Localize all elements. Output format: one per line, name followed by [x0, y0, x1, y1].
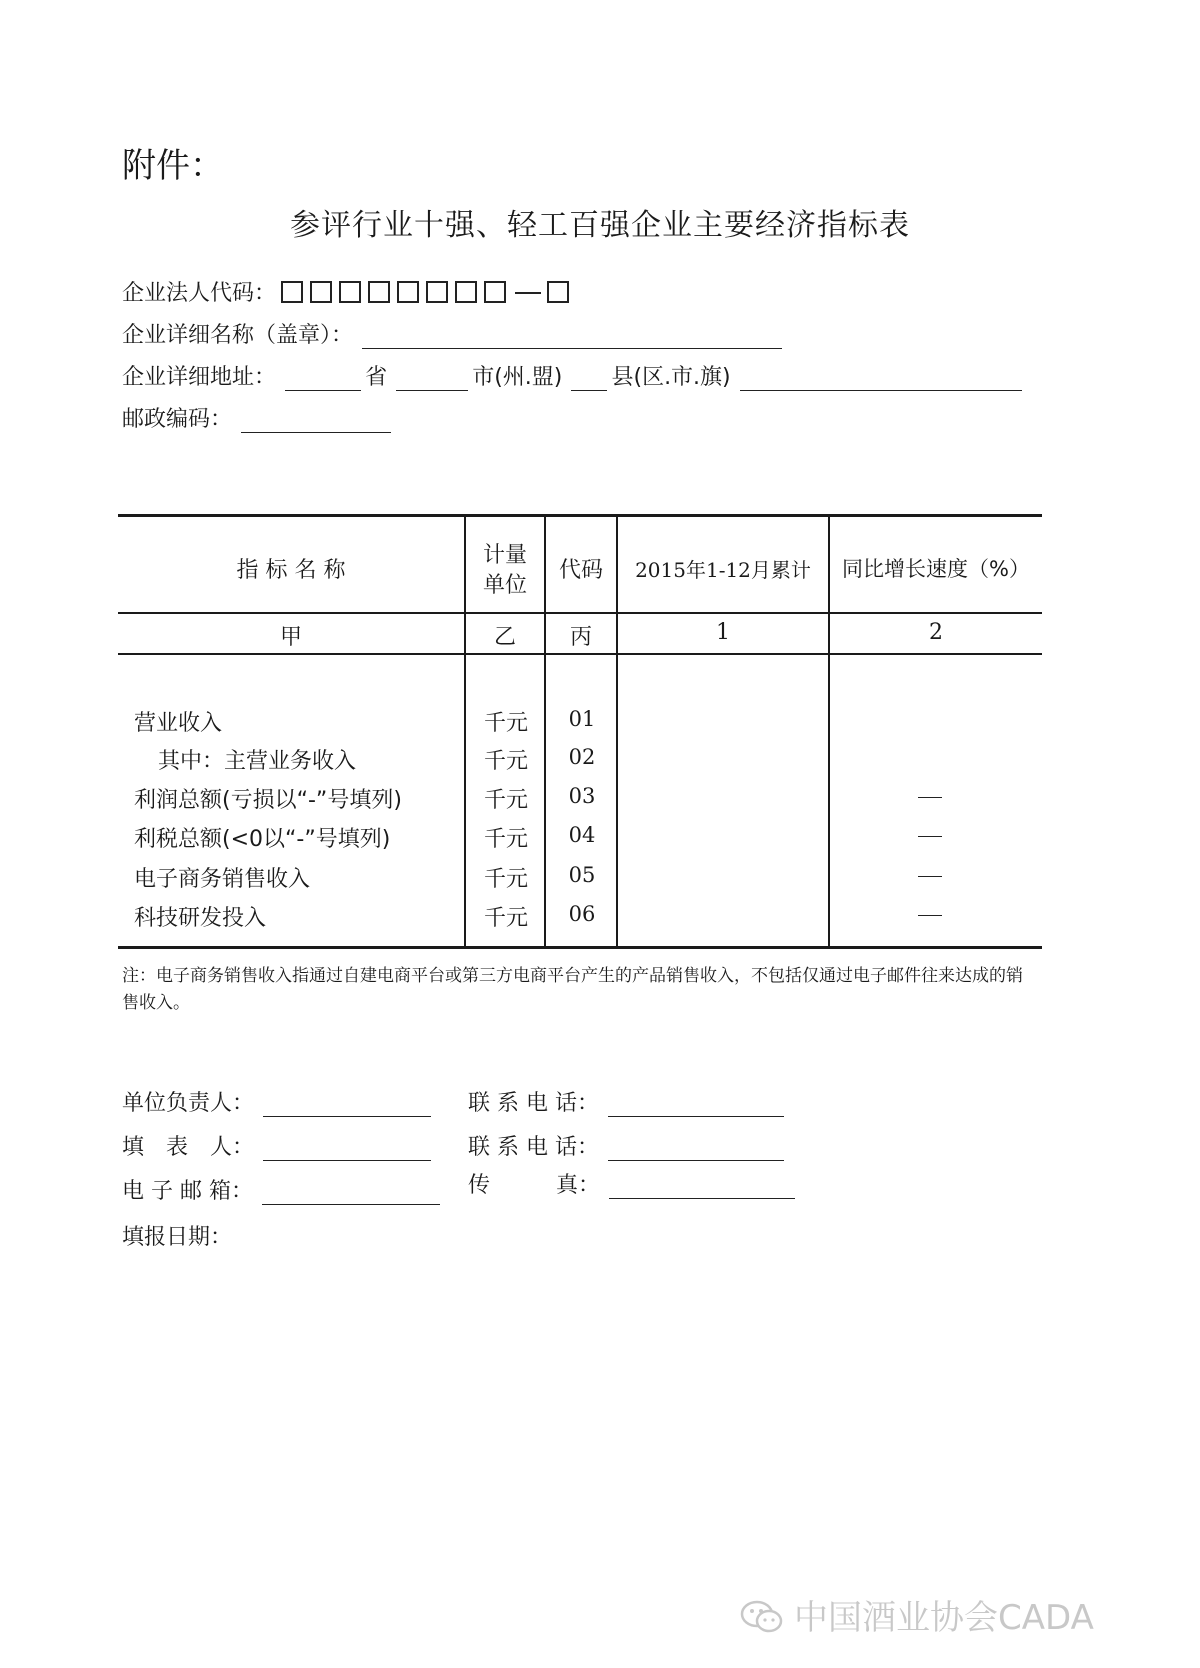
row-cumulative-cell[interactable] [620, 822, 826, 852]
leader-line [122, 1086, 435, 1117]
province-label: 省 [365, 365, 388, 390]
row-label: 利税总额(<0以“-”号填列) [134, 827, 391, 852]
email-line [122, 1174, 444, 1205]
address-line [122, 360, 1026, 391]
watermark [740, 1590, 1094, 1644]
row-code: 04 [568, 823, 596, 847]
phone-line-1 [468, 1086, 788, 1117]
filler-line [122, 1130, 435, 1161]
row-label: 其中：主营业务收入 [158, 749, 357, 774]
county-field[interactable] [571, 368, 607, 391]
row-unit: 千元 [483, 867, 528, 892]
row-unit: 千元 [483, 827, 528, 852]
row-growth-cell[interactable] [832, 744, 1040, 774]
phone-label-2: 联 系 电 话： [468, 1135, 599, 1160]
legal-code-boxes[interactable] [281, 285, 576, 304]
row-code: 05 [568, 863, 596, 887]
row-growth-dash [918, 836, 942, 837]
header-growth: 同比增长速度（%） [842, 557, 1030, 581]
index-bing: 丙 [569, 625, 592, 650]
leader-label: 单位负责人： [122, 1091, 255, 1116]
phone-field-2[interactable] [608, 1138, 784, 1161]
address-detail-field[interactable] [740, 368, 1022, 391]
row-growth-dash [918, 876, 942, 877]
index-2: 2 [929, 620, 943, 645]
date-line [122, 1220, 232, 1251]
email-field[interactable] [262, 1182, 440, 1205]
row-code: 02 [568, 745, 596, 769]
row-code: 03 [568, 784, 596, 808]
county-label: 县(区.市.旗) [611, 365, 731, 390]
fax-label: 传 真： [468, 1173, 601, 1198]
row-code: 06 [568, 902, 596, 926]
fax-field[interactable] [609, 1176, 795, 1199]
row-growth-cell[interactable] [832, 706, 1040, 736]
postcode-label: 邮政编码： [122, 407, 233, 432]
row-code: 01 [568, 707, 596, 731]
index-1: 1 [716, 620, 730, 645]
row-growth-dash [918, 797, 942, 798]
phone-line-2 [468, 1130, 788, 1161]
company-name-field[interactable] [362, 326, 782, 349]
row-cumulative-cell[interactable] [620, 901, 826, 931]
phone-field-1[interactable] [608, 1094, 784, 1117]
row-cumulative-cell[interactable] [620, 744, 826, 774]
legal-code-label: 企业法人代码： [122, 281, 277, 306]
row-unit: 千元 [483, 788, 528, 813]
phone-label-1: 联 系 电 话： [468, 1091, 599, 1116]
row-label: 营业收入 [134, 711, 223, 736]
index-jia: 甲 [279, 625, 302, 650]
header-unit-line1: 计量 [482, 543, 527, 568]
table-note: 注：电子商务销售收入指通过自建电商平台或第三方电商平台产生的产品销售收入，不包括仅通过电子邮件往来达成的销售收入。 [122, 966, 1023, 1013]
header-cumulative: 2015年1-12月累计 [635, 558, 811, 582]
filler-field[interactable] [263, 1138, 431, 1161]
header-code: 代码 [558, 558, 603, 583]
row-cumulative-cell[interactable] [620, 862, 826, 892]
row-growth-dash [918, 915, 942, 916]
postcode-line [122, 402, 395, 433]
leader-field[interactable] [263, 1094, 431, 1117]
row-label: 科技研发投入 [134, 906, 267, 931]
province-field[interactable] [285, 368, 361, 391]
city-label: 市(州.盟) [472, 365, 563, 390]
address-label: 企业详细地址： [122, 365, 277, 390]
row-label: 利润总额(亏损以“-”号填列) [134, 788, 402, 813]
company-name-line [122, 318, 786, 349]
row-unit: 千元 [483, 749, 528, 774]
watermark-text: 中国酒业协会CADA [794, 1598, 1094, 1638]
header-indicator-name: 指 标 名 称 [236, 558, 346, 583]
postcode-field[interactable] [241, 410, 391, 433]
email-label: 电 子 邮 箱： [122, 1179, 253, 1204]
company-name-label: 企业详细名称（盖章）： [122, 323, 354, 348]
attachment-label: 附件： [122, 146, 224, 186]
wechat-icon [740, 1599, 784, 1644]
date-label: 填报日期： [122, 1225, 233, 1250]
form-title: 参评行业十强、轻工百强企业主要经济指标表 [290, 208, 910, 243]
legal-code-line [122, 276, 576, 307]
fax-line [468, 1168, 799, 1199]
city-field[interactable] [396, 368, 468, 391]
filler-label: 填 表 人： [122, 1135, 255, 1160]
row-cumulative-cell[interactable] [620, 706, 826, 736]
row-unit: 千元 [483, 711, 528, 736]
row-cumulative-cell[interactable] [620, 783, 826, 813]
header-unit-line2: 单位 [482, 573, 527, 598]
row-label: 电子商务销售收入 [134, 867, 311, 892]
index-yi: 乙 [493, 625, 516, 650]
row-unit: 千元 [483, 906, 528, 931]
